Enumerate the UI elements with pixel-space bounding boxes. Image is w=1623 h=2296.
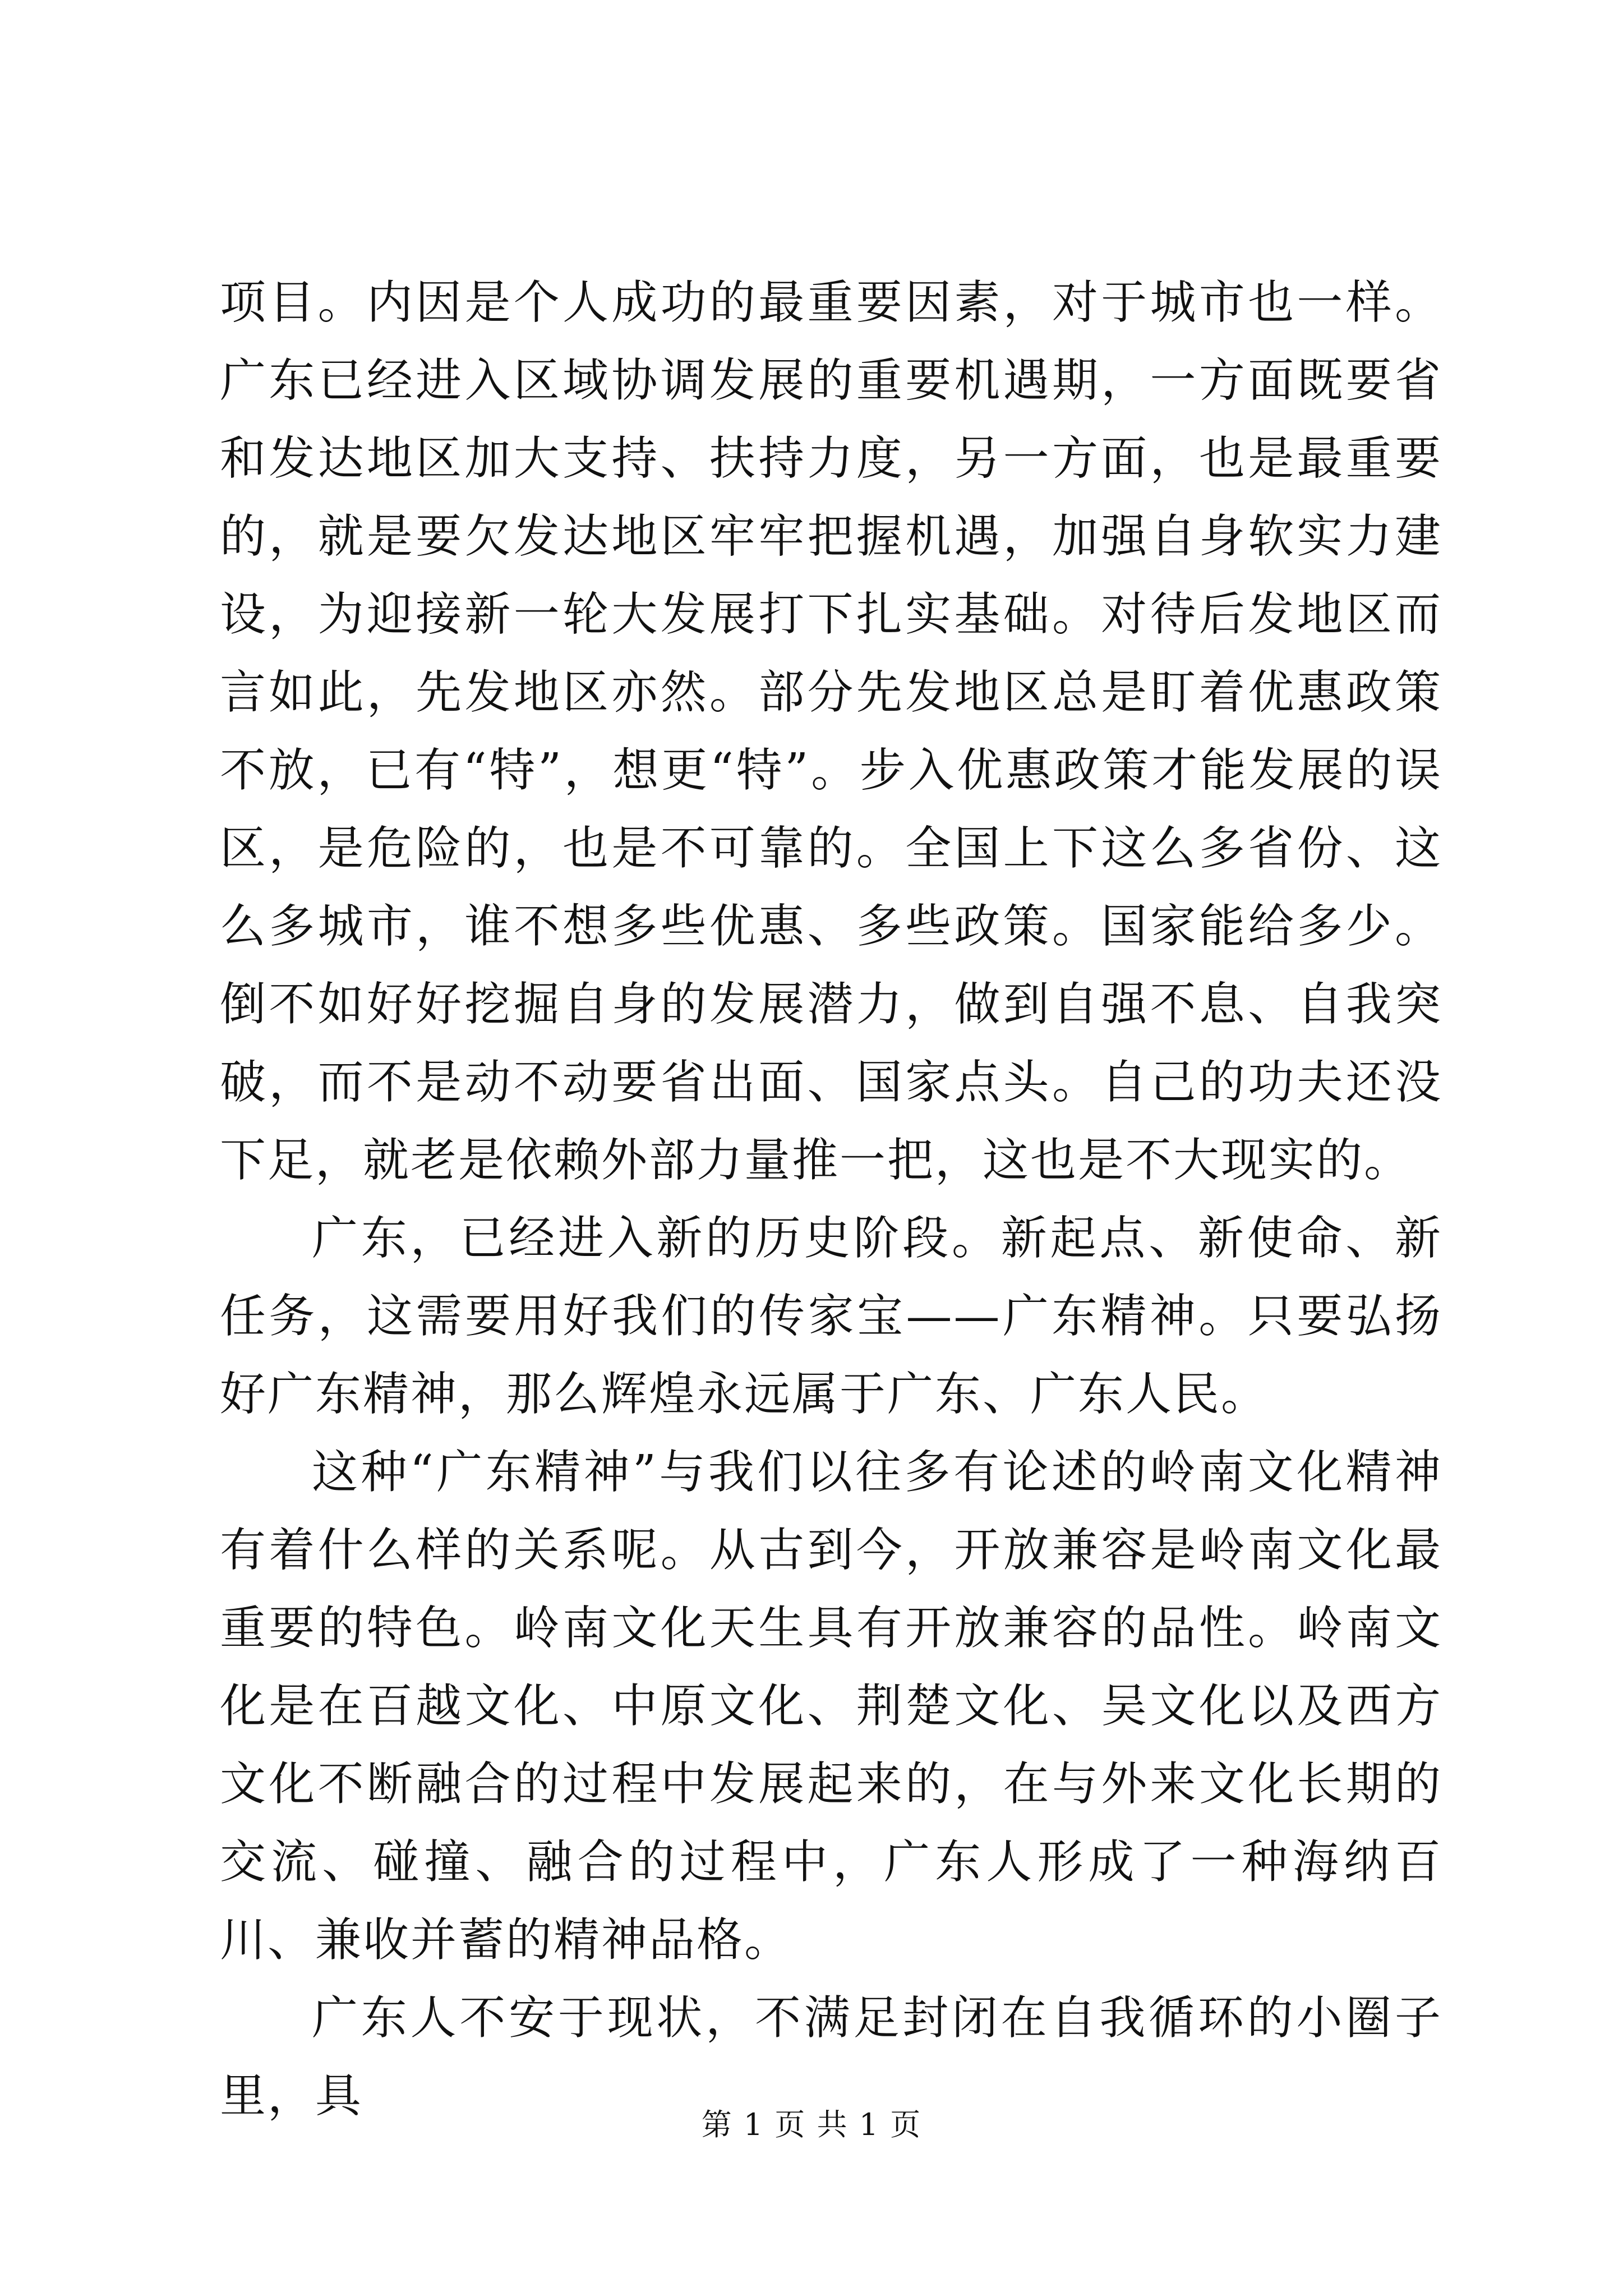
paragraph-3: 这种“广东精神”与我们以往多有论述的岭南文化精神有着什么样的关系呢。从古到今，开放兼容是岭南文化最重要的特色。岭南文化天生具有开放兼容的品性。岭南文化是在百越文化、中原文化、荆楚文化、吴文化以及西方文化不断融合的过程中发展起来的，在与外来文化长期的交流、碰撞、融合的过程中，广东人形成了一种海纳百川、兼收并蓄的精神品格。 [220,1446,1442,1967]
paragraph-2: 广东，已经进入新的历史阶段。新起点、新使命、新任务，这需要用好我们的传家宝——广东精神。只要弘扬好广东精神，那么辉煌永远属于广东、广东人民。 [220,1212,1442,1421]
document-body [220,264,1442,2135]
page-footer: 第 1 页 共 1 页 [701,2107,922,2142]
paragraph-1: 项目。内因是个人成功的最重要因素，对于城市也一样。广东已经进入区域协调发展的重要机遇期，一方面既要省和发达地区加大支持、扶持力度，另一方面，也是最重要的，就是要欠发达地区牢牢把握机遇，加强自身软实力建设，为迎接新一轮大发展打下扎实基础。对待后发地区而言如此，先发地区亦然。部分先发地区总是盯着优惠政策不放，已有“特”，想更“特”。步入优惠政策才能发展的误区，是危险的，也是不可靠的。全国上下这么多省份、这么多城市，谁不想多些优惠、多些政策。国家能给多少。倒不如好好挖掘自身的发展潜力，做到自强不息、自我突破，而不是动不动要省出面、国家点头。自己的功夫还没下足，就老是依赖外部力量推一把，这也是不大现实的。 [220,276,1442,1187]
paragraph-4: 广东人不安于现状，不满足封闭在自我循环的小圈子里，具 [220,1991,1442,2123]
